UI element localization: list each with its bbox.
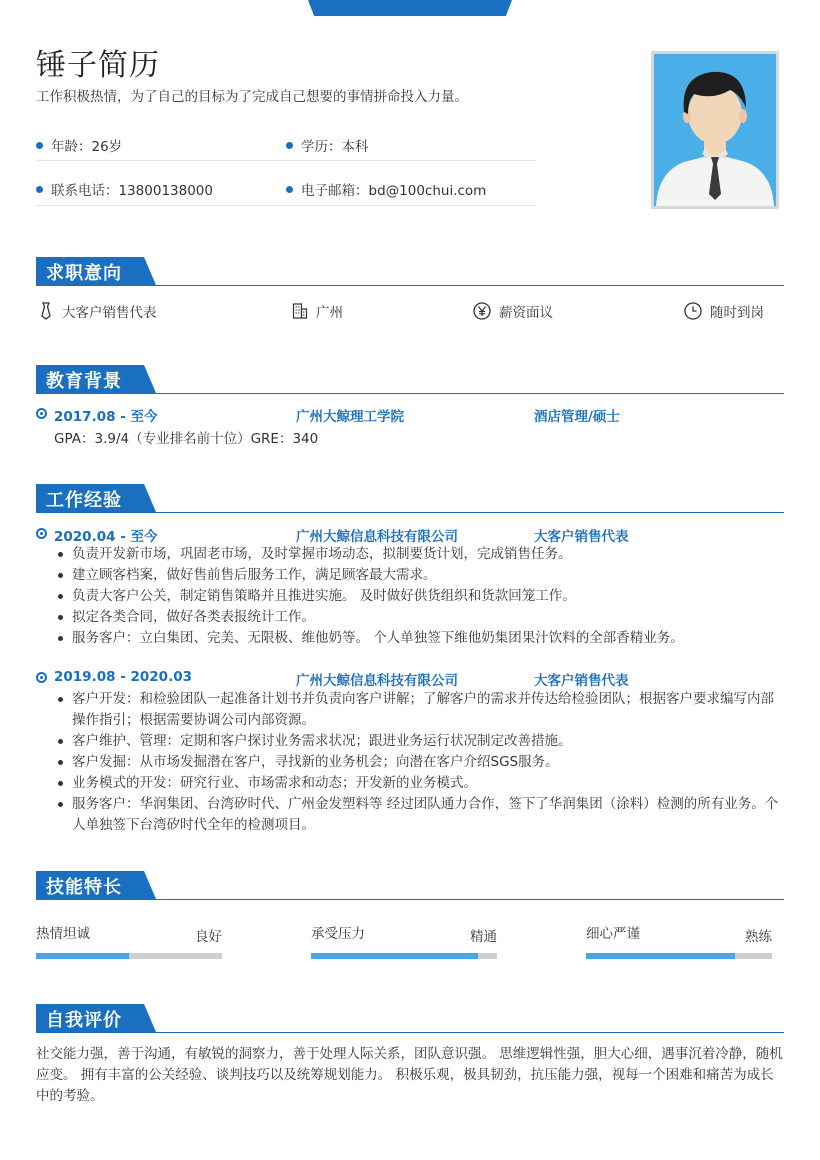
work-company: 广州大鲸信息科技有限公司 bbox=[296, 529, 458, 545]
section-rule bbox=[36, 393, 784, 394]
skill-name: 承受压力 bbox=[311, 926, 365, 942]
section-title: 教育背景 bbox=[46, 371, 122, 392]
intent-availability bbox=[684, 301, 764, 321]
section-rule bbox=[36, 512, 784, 513]
intent-availability-text: 随时到岗 bbox=[710, 305, 764, 321]
section-header-education bbox=[36, 365, 784, 395]
intent-position bbox=[38, 301, 157, 321]
phone-text: 联系电话：13800138000 bbox=[51, 183, 213, 199]
skill-bar-track bbox=[586, 953, 772, 959]
bullet-dot bbox=[286, 186, 293, 193]
section-header-work bbox=[36, 484, 784, 514]
bullet-dot bbox=[36, 186, 43, 193]
education-text: 学历：本科 bbox=[301, 139, 369, 155]
skill-name: 热情坦诚 bbox=[36, 926, 90, 942]
list-item: 服务客户：华润集团、台湾矽时代、广州金发塑料等 经过团队通力合作，签下了华润集团（涂料）检测的所有业务。个人单独签下台湾矽时代全年的检测项目。 bbox=[54, 794, 784, 836]
info-phone bbox=[36, 179, 213, 199]
skill-bar-track bbox=[311, 953, 497, 959]
intent-salary-text: 薪资面议 bbox=[499, 305, 553, 321]
skill-bar-fill bbox=[36, 953, 129, 959]
age-text: 年龄：26岁 bbox=[51, 139, 123, 155]
list-item: 建立顾客档案，做好售前售后服务工作，满足顾客最大需求。 bbox=[54, 565, 784, 586]
skill-bar-fill bbox=[586, 953, 735, 959]
profile-photo bbox=[651, 51, 779, 209]
info-education bbox=[286, 135, 369, 155]
intent-city-text: 广州 bbox=[316, 305, 343, 321]
list-item: 服务客户：立白集团、完美、无限极、维他奶等。 个人单独签下维他奶集团果汁饮料的全部香精业务。 bbox=[54, 628, 784, 649]
section-title: 求职意向 bbox=[46, 263, 122, 284]
work-duties-list bbox=[54, 544, 784, 649]
section-rule bbox=[36, 1032, 784, 1033]
tie-icon bbox=[38, 302, 54, 320]
intent-salary bbox=[473, 301, 553, 321]
work-period: 2020.04 - 至今 bbox=[54, 529, 158, 545]
education-period: 2017.08 - 至今 bbox=[54, 409, 158, 425]
timeline-marker bbox=[36, 408, 47, 419]
skill-bar-track bbox=[36, 953, 222, 959]
list-item: 客户开发：和检验团队一起准备计划书并负责向客户讲解；了解客户的需求并传达给检验团队；根据客户要求编写内部操作指引；根据需要协调公司内部资源。 bbox=[54, 689, 784, 731]
list-item: 客户发掘：从市场发掘潜在客户，寻找新的业务机会；向潜在客户介绍SGS服务。 bbox=[54, 752, 784, 773]
resume-motto: 工作积极热情，为了自己的目标为了完成自己想要的事情拼命投入力量。 bbox=[36, 89, 468, 105]
timeline-marker bbox=[36, 528, 47, 539]
resume-name: 锤子简历 bbox=[36, 48, 160, 83]
top-decoration-tab bbox=[308, 0, 512, 16]
intent-position-text: 大客户销售代表 bbox=[62, 305, 157, 321]
education-detail: GPA：3.9/4（专业排名前十位）GRE：340 bbox=[54, 431, 319, 447]
building-icon bbox=[292, 302, 308, 320]
bullet-dot bbox=[286, 142, 293, 149]
list-item: 负责大客户公关，制定销售策略并且推进实施。 及时做好供货组织和货款回笼工作。 bbox=[54, 586, 784, 607]
email-text: 电子邮箱：bd@100chui.com bbox=[301, 183, 487, 199]
skill-level: 熟练 bbox=[745, 929, 772, 945]
avatar-illustration bbox=[654, 54, 776, 206]
list-item: 负责开发新市场，巩固老市场，及时掌握市场动态，拟制要货计划，完成销售任务。 bbox=[54, 544, 784, 565]
section-title: 自我评价 bbox=[46, 1010, 122, 1031]
skill-level: 精通 bbox=[470, 929, 497, 945]
self-evaluation-text: 社交能力强，善于沟通，有敏锐的洞察力，善于处理人际关系，团队意识强。 思维逻辑性强，胆大心细，遇事沉着冷静，随机应变。 拥有丰富的公关经验、谈判技巧以及统筹规划能力。 积极乐观，极具韧劲，抗压能力强，视每一个困难和痛苦为成长中的考验。 bbox=[36, 1046, 783, 1104]
info-divider bbox=[36, 160, 536, 161]
education-entry-header bbox=[36, 405, 784, 425]
work-period: 2019.08 - 2020.03 bbox=[54, 669, 192, 685]
work-title: 大客户销售代表 bbox=[534, 529, 629, 545]
education-major: 酒店管理/硕士 bbox=[534, 409, 620, 425]
info-email bbox=[286, 179, 486, 199]
work-title: 大客户销售代表 bbox=[534, 673, 629, 689]
skill-level: 良好 bbox=[195, 929, 222, 945]
work-entry-header bbox=[36, 525, 784, 545]
timeline-marker bbox=[36, 672, 47, 683]
intent-city bbox=[292, 301, 343, 321]
education-school: 广州大鲸理工学院 bbox=[296, 409, 404, 425]
list-item: 拟定各类合同，做好各类表报统计工作。 bbox=[54, 607, 784, 628]
skill-bar-fill bbox=[311, 953, 478, 959]
section-header-skills bbox=[36, 871, 784, 901]
section-header-self bbox=[36, 1004, 784, 1034]
section-title: 工作经验 bbox=[46, 490, 122, 511]
info-divider bbox=[36, 205, 536, 206]
work-entry-header bbox=[36, 669, 784, 689]
list-item: 客户维护、管理：定期和客户探讨业务需求状况；跟进业务运行状况制定改善措施。 bbox=[54, 731, 784, 752]
section-rule bbox=[36, 285, 784, 286]
bullet-dot bbox=[36, 142, 43, 149]
clock-icon bbox=[684, 302, 702, 320]
yen-icon bbox=[473, 302, 491, 320]
work-duties-list bbox=[54, 689, 784, 836]
work-company: 广州大鲸信息科技有限公司 bbox=[296, 673, 458, 689]
section-header-intent bbox=[36, 257, 784, 287]
info-age bbox=[36, 135, 122, 155]
section-title: 技能特长 bbox=[46, 877, 122, 898]
section-rule bbox=[36, 899, 784, 900]
skill-name: 细心严谨 bbox=[586, 926, 640, 942]
list-item: 业务模式的开发：研究行业、市场需求和动态；开发新的业务模式。 bbox=[54, 773, 784, 794]
